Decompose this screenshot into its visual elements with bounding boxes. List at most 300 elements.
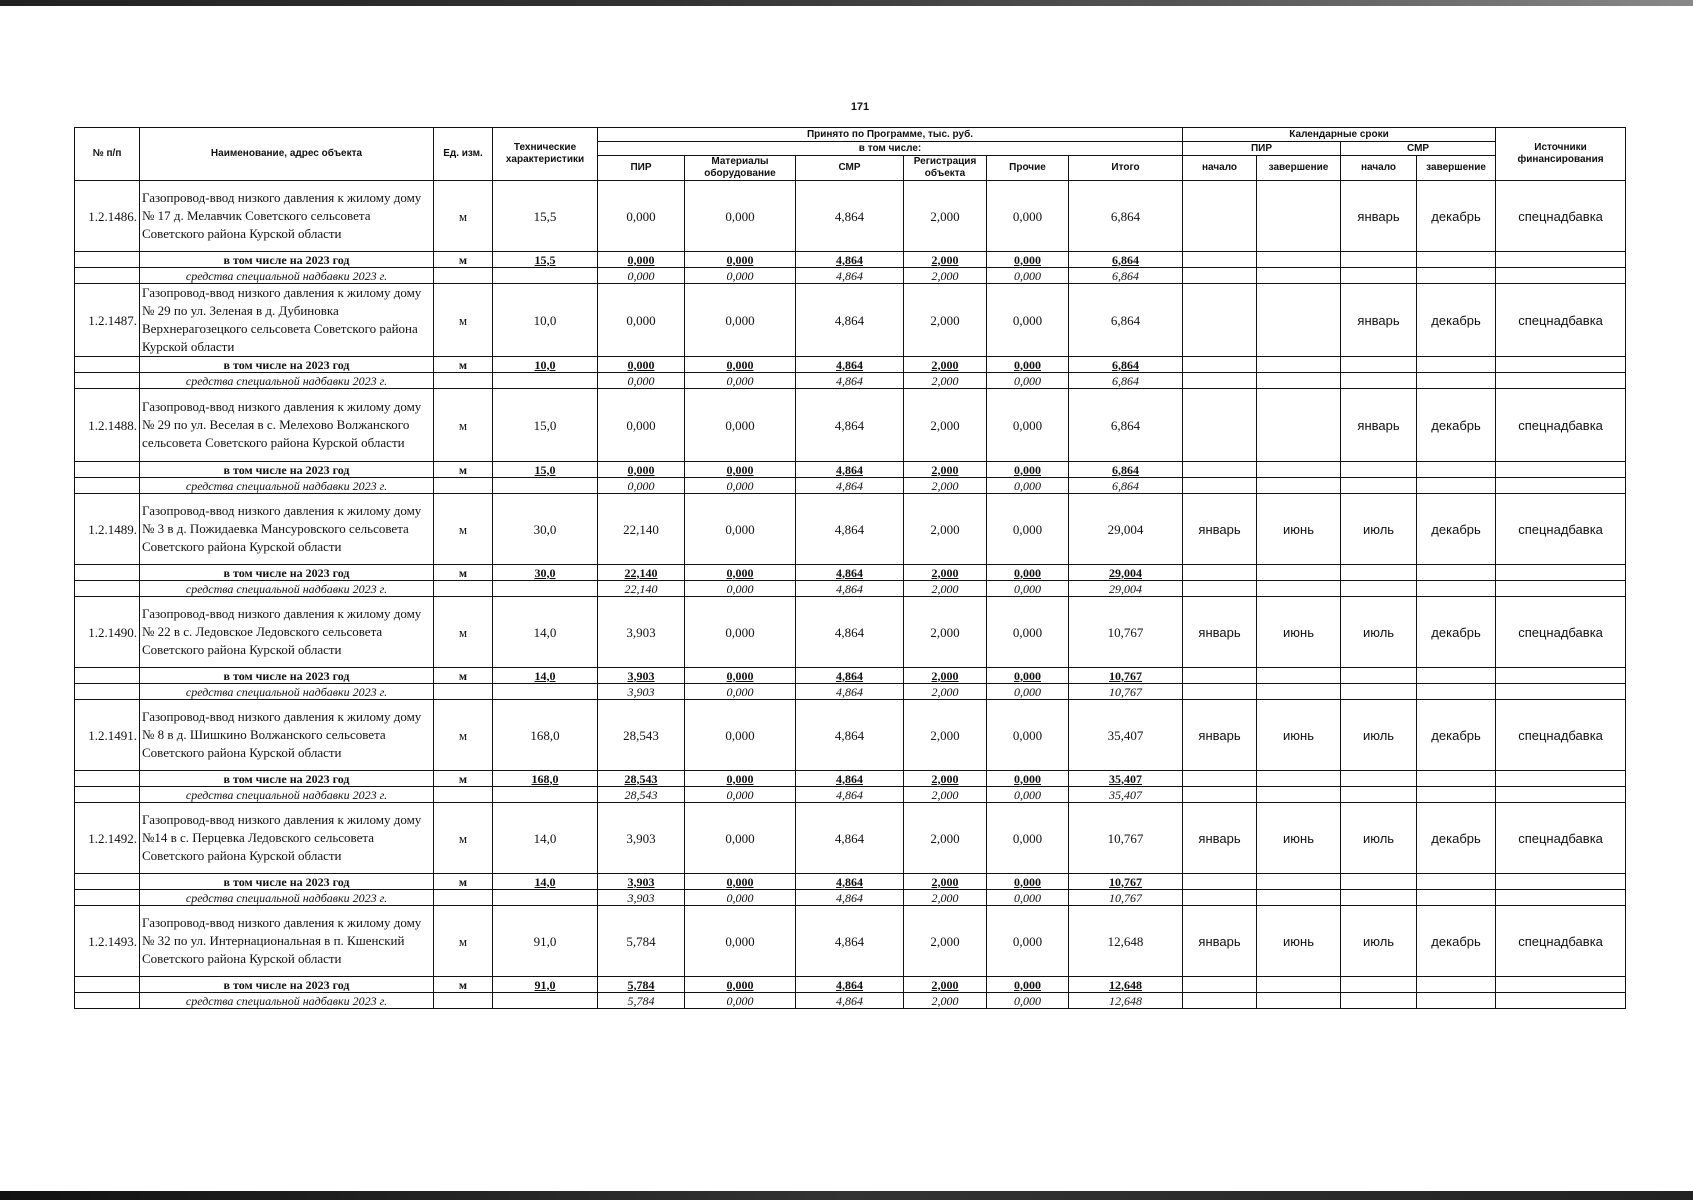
surcharge-empty (1417, 890, 1496, 906)
pir-end (1257, 389, 1341, 462)
object-tech: 30,0 (493, 494, 598, 565)
subtotal-empty (1183, 357, 1257, 373)
surcharge-other: 0,000 (987, 581, 1069, 597)
subtotal-blank (75, 668, 140, 684)
pir-start: январь (1183, 700, 1257, 771)
object-tech: 15,5 (493, 181, 598, 252)
subtotal-tech: 15,5 (493, 252, 598, 268)
subtotal-unit: м (434, 357, 493, 373)
header-including: в том числе: (598, 142, 1183, 156)
subtotal-label: в том числе на 2023 год (140, 357, 434, 373)
object-unit: м (434, 803, 493, 874)
subtotal-other: 0,000 (987, 357, 1069, 373)
surcharge-empty (1183, 478, 1257, 494)
subtotal-empty (1496, 252, 1626, 268)
object-tech: 14,0 (493, 597, 598, 668)
subtotal-total: 35,407 (1069, 771, 1183, 787)
funding-source: спецнадбавка (1496, 389, 1626, 462)
surcharge-registration: 2,000 (904, 268, 987, 284)
surcharge-blank (75, 581, 140, 597)
surcharge-label: средства специальной надбавки 2023 г. (140, 268, 434, 284)
smr-end: декабрь (1417, 389, 1496, 462)
object-name: Газопровод-ввод низкого давления к жилому дому №14 в с. Перцевка Ледовского сельсовета Советского района Курской области (140, 803, 434, 874)
object-registration: 2,000 (904, 700, 987, 771)
subtotal-empty (1417, 668, 1496, 684)
object-total: 29,004 (1069, 494, 1183, 565)
smr-end: декабрь (1417, 803, 1496, 874)
object-smr: 4,864 (796, 389, 904, 462)
surcharge-empty (493, 684, 598, 700)
table-body (75, 181, 1626, 1009)
smr-start: январь (1341, 389, 1417, 462)
object-smr: 4,864 (796, 700, 904, 771)
object-other: 0,000 (987, 181, 1069, 252)
object-tech: 14,0 (493, 803, 598, 874)
object-total: 6,864 (1069, 181, 1183, 252)
subtotal-label: в том числе на 2023 год (140, 771, 434, 787)
object-registration: 2,000 (904, 284, 987, 357)
surcharge-label: средства специальной надбавки 2023 г. (140, 993, 434, 1009)
object-total: 10,767 (1069, 803, 1183, 874)
surcharge-smr: 4,864 (796, 890, 904, 906)
subtotal-empty (1341, 252, 1417, 268)
program-table (74, 127, 1626, 1009)
subtotal-empty (1257, 565, 1341, 581)
object-smr: 4,864 (796, 284, 904, 357)
object-smr: 4,864 (796, 597, 904, 668)
subtotal-blank (75, 771, 140, 787)
subtotal-smr: 4,864 (796, 771, 904, 787)
surcharge-empty (1417, 993, 1496, 1009)
subtotal-pir: 3,903 (598, 668, 685, 684)
subtotal-unit: м (434, 668, 493, 684)
subtotal-empty (1341, 462, 1417, 478)
pir-start: январь (1183, 803, 1257, 874)
object-other: 0,000 (987, 700, 1069, 771)
object-materials: 0,000 (685, 389, 796, 462)
object-unit: м (434, 284, 493, 357)
page-number: 171 (850, 101, 870, 113)
header-pir-end: завершение (1257, 156, 1341, 181)
surcharge-empty (1417, 787, 1496, 803)
subtotal-tech: 14,0 (493, 668, 598, 684)
subtotal-empty (1417, 565, 1496, 581)
subtotal-empty (1417, 874, 1496, 890)
subtotal-total: 12,648 (1069, 977, 1183, 993)
surcharge-empty (1496, 993, 1626, 1009)
object-pir: 0,000 (598, 284, 685, 357)
funding-source: спецнадбавка (1496, 700, 1626, 771)
surcharge-blank (75, 787, 140, 803)
surcharge-empty (434, 890, 493, 906)
surcharge-total: 6,864 (1069, 373, 1183, 389)
object-row (75, 494, 1626, 565)
surcharge-pir: 3,903 (598, 684, 685, 700)
surcharge-other: 0,000 (987, 684, 1069, 700)
surcharge-registration: 2,000 (904, 787, 987, 803)
subtotal-other: 0,000 (987, 977, 1069, 993)
surcharge-registration: 2,000 (904, 478, 987, 494)
surcharge-empty (1496, 373, 1626, 389)
object-total: 6,864 (1069, 284, 1183, 357)
surcharge-empty (1417, 478, 1496, 494)
object-materials: 0,000 (685, 700, 796, 771)
surcharge-smr: 4,864 (796, 268, 904, 284)
surcharge-empty (1417, 268, 1496, 284)
surcharge-empty (434, 268, 493, 284)
surcharge-materials: 0,000 (685, 993, 796, 1009)
subtotal-empty (1257, 668, 1341, 684)
object-registration: 2,000 (904, 389, 987, 462)
subtotal-materials: 0,000 (685, 874, 796, 890)
object-name: Газопровод-ввод низкого давления к жилому дому № 29 по ул. Веселая в с. Мелехово Волжанского сельсовета Советского района Курской области (140, 389, 434, 462)
surcharge-empty (1341, 373, 1417, 389)
surcharge-empty (434, 993, 493, 1009)
header-name: Наименование, адрес объекта (140, 128, 434, 181)
smr-start: июль (1341, 494, 1417, 565)
subtotal-empty (1183, 771, 1257, 787)
surcharge-empty (493, 478, 598, 494)
special-surcharge-row (75, 890, 1626, 906)
smr-end: декабрь (1417, 597, 1496, 668)
surcharge-empty (1496, 890, 1626, 906)
surcharge-materials: 0,000 (685, 890, 796, 906)
subtotal-tech: 30,0 (493, 565, 598, 581)
surcharge-empty (1341, 684, 1417, 700)
pir-start: январь (1183, 597, 1257, 668)
object-tech: 91,0 (493, 906, 598, 977)
object-row (75, 803, 1626, 874)
surcharge-empty (1257, 581, 1341, 597)
subtotal-other: 0,000 (987, 565, 1069, 581)
subtotal-materials: 0,000 (685, 977, 796, 993)
subtotal-other: 0,000 (987, 462, 1069, 478)
subtotal-materials: 0,000 (685, 252, 796, 268)
subtotal-materials: 0,000 (685, 771, 796, 787)
object-pir: 22,140 (598, 494, 685, 565)
surcharge-empty (1257, 373, 1341, 389)
surcharge-other: 0,000 (987, 478, 1069, 494)
surcharge-empty (434, 684, 493, 700)
subtotal-blank (75, 977, 140, 993)
surcharge-total: 35,407 (1069, 787, 1183, 803)
subtotal-empty (1341, 874, 1417, 890)
subtotal-registration: 2,000 (904, 565, 987, 581)
header-smr-end: завершение (1417, 156, 1496, 181)
object-row (75, 700, 1626, 771)
special-surcharge-row (75, 684, 1626, 700)
subtotal-pir: 28,543 (598, 771, 685, 787)
surcharge-empty (1417, 684, 1496, 700)
subtotal-other: 0,000 (987, 252, 1069, 268)
smr-end: декабрь (1417, 494, 1496, 565)
funding-source: спецнадбавка (1496, 494, 1626, 565)
pir-end: июнь (1257, 597, 1341, 668)
surcharge-label: средства специальной надбавки 2023 г. (140, 787, 434, 803)
subtotal-empty (1417, 357, 1496, 373)
object-name: Газопровод-ввод низкого давления к жилому дому № 3 в д. Пожидаевка Мансуровского сельсовета Советского района Курской области (140, 494, 434, 565)
surcharge-empty (1417, 581, 1496, 597)
smr-start: июль (1341, 803, 1417, 874)
subtotal-smr: 4,864 (796, 462, 904, 478)
header-accepted: Принято по Программе, тыс. руб. (598, 128, 1183, 142)
subtotal-empty (1257, 462, 1341, 478)
subtotal-materials: 0,000 (685, 668, 796, 684)
surcharge-empty (1183, 268, 1257, 284)
object-number: 1.2.1487. (75, 284, 140, 357)
pir-end (1257, 181, 1341, 252)
surcharge-empty (1496, 581, 1626, 597)
subtotal-total: 10,767 (1069, 668, 1183, 684)
subtotal-2023-row (75, 874, 1626, 890)
surcharge-total: 10,767 (1069, 890, 1183, 906)
subtotal-other: 0,000 (987, 874, 1069, 890)
surcharge-empty (1257, 787, 1341, 803)
subtotal-pir: 0,000 (598, 252, 685, 268)
surcharge-label: средства специальной надбавки 2023 г. (140, 684, 434, 700)
surcharge-empty (1417, 373, 1496, 389)
subtotal-2023-row (75, 668, 1626, 684)
subtotal-empty (1496, 357, 1626, 373)
surcharge-registration: 2,000 (904, 373, 987, 389)
surcharge-label: средства специальной надбавки 2023 г. (140, 478, 434, 494)
subtotal-tech: 15,0 (493, 462, 598, 478)
smr-end: декабрь (1417, 700, 1496, 771)
object-unit: м (434, 906, 493, 977)
subtotal-blank (75, 462, 140, 478)
surcharge-registration: 2,000 (904, 684, 987, 700)
subtotal-empty (1257, 771, 1341, 787)
pir-end: июнь (1257, 700, 1341, 771)
subtotal-empty (1257, 252, 1341, 268)
object-row (75, 597, 1626, 668)
subtotal-label: в том числе на 2023 год (140, 565, 434, 581)
object-unit: м (434, 700, 493, 771)
object-pir: 0,000 (598, 181, 685, 252)
subtotal-smr: 4,864 (796, 668, 904, 684)
surcharge-empty (1183, 787, 1257, 803)
subtotal-empty (1341, 977, 1417, 993)
subtotal-registration: 2,000 (904, 771, 987, 787)
subtotal-empty (1341, 565, 1417, 581)
header-other: Прочие (987, 156, 1069, 181)
surcharge-smr: 4,864 (796, 684, 904, 700)
subtotal-unit: м (434, 565, 493, 581)
subtotal-total: 6,864 (1069, 462, 1183, 478)
surcharge-pir: 5,784 (598, 993, 685, 1009)
subtotal-empty (1257, 977, 1341, 993)
funding-source: спецнадбавка (1496, 906, 1626, 977)
object-name: Газопровод-ввод низкого давления к жилому дому № 8 в д. Шишкино Волжанского сельсовета Советского района Курской области (140, 700, 434, 771)
object-tech: 168,0 (493, 700, 598, 771)
subtotal-pir: 5,784 (598, 977, 685, 993)
object-smr: 4,864 (796, 803, 904, 874)
object-number: 1.2.1490. (75, 597, 140, 668)
scan-edge-bottom (0, 1191, 1693, 1200)
subtotal-empty (1496, 771, 1626, 787)
surcharge-smr: 4,864 (796, 478, 904, 494)
object-row (75, 906, 1626, 977)
header-cal-pir: ПИР (1183, 142, 1341, 156)
subtotal-unit: м (434, 977, 493, 993)
subtotal-registration: 2,000 (904, 252, 987, 268)
subtotal-registration: 2,000 (904, 462, 987, 478)
object-smr: 4,864 (796, 494, 904, 565)
smr-start: июль (1341, 700, 1417, 771)
subtotal-empty (1341, 771, 1417, 787)
subtotal-tech: 14,0 (493, 874, 598, 890)
surcharge-empty (493, 993, 598, 1009)
surcharge-smr: 4,864 (796, 373, 904, 389)
surcharge-label: средства специальной надбавки 2023 г. (140, 581, 434, 597)
subtotal-other: 0,000 (987, 771, 1069, 787)
object-name: Газопровод-ввод низкого давления к жилому дому № 32 по ул. Интернациональная в п. Кшенский Советского района Курской области (140, 906, 434, 977)
special-surcharge-row (75, 787, 1626, 803)
object-materials: 0,000 (685, 181, 796, 252)
object-row (75, 284, 1626, 357)
subtotal-2023-row (75, 977, 1626, 993)
subtotal-label: в том числе на 2023 год (140, 668, 434, 684)
subtotal-smr: 4,864 (796, 874, 904, 890)
object-total: 10,767 (1069, 597, 1183, 668)
surcharge-other: 0,000 (987, 993, 1069, 1009)
surcharge-materials: 0,000 (685, 478, 796, 494)
subtotal-label: в том числе на 2023 год (140, 874, 434, 890)
subtotal-empty (1496, 462, 1626, 478)
subtotal-total: 29,004 (1069, 565, 1183, 581)
subtotal-empty (1183, 565, 1257, 581)
subtotal-empty (1341, 357, 1417, 373)
object-materials: 0,000 (685, 284, 796, 357)
subtotal-registration: 2,000 (904, 977, 987, 993)
surcharge-empty (493, 373, 598, 389)
object-pir: 3,903 (598, 803, 685, 874)
surcharge-label: средства специальной надбавки 2023 г. (140, 373, 434, 389)
subtotal-empty (1417, 977, 1496, 993)
surcharge-empty (1496, 787, 1626, 803)
object-registration: 2,000 (904, 494, 987, 565)
subtotal-unit: м (434, 252, 493, 268)
header-materials: Материалы оборудование (685, 156, 796, 181)
object-pir: 3,903 (598, 597, 685, 668)
subtotal-unit: м (434, 771, 493, 787)
surcharge-total: 6,864 (1069, 268, 1183, 284)
surcharge-total: 6,864 (1069, 478, 1183, 494)
subtotal-empty (1183, 874, 1257, 890)
object-number: 1.2.1488. (75, 389, 140, 462)
object-other: 0,000 (987, 597, 1069, 668)
object-number: 1.2.1486. (75, 181, 140, 252)
pir-start (1183, 181, 1257, 252)
surcharge-empty (1341, 581, 1417, 597)
surcharge-empty (434, 373, 493, 389)
header-unit: Ед. изм. (434, 128, 493, 181)
object-total: 35,407 (1069, 700, 1183, 771)
surcharge-empty (493, 581, 598, 597)
surcharge-total: 12,648 (1069, 993, 1183, 1009)
subtotal-empty (1183, 462, 1257, 478)
surcharge-materials: 0,000 (685, 581, 796, 597)
smr-start: июль (1341, 597, 1417, 668)
smr-start: январь (1341, 284, 1417, 357)
surcharge-pir: 0,000 (598, 373, 685, 389)
surcharge-pir: 0,000 (598, 478, 685, 494)
object-name: Газопровод-ввод низкого давления к жилому дому № 17 д. Мелавчик Советского сельсовета Советского района Курской области (140, 181, 434, 252)
surcharge-empty (1341, 478, 1417, 494)
object-number: 1.2.1493. (75, 906, 140, 977)
surcharge-empty (1183, 373, 1257, 389)
subtotal-label: в том числе на 2023 год (140, 462, 434, 478)
object-name: Газопровод-ввод низкого давления к жилому дому № 22 в с. Ледовское Ледовского сельсовета Советского района Курской области (140, 597, 434, 668)
subtotal-tech: 168,0 (493, 771, 598, 787)
subtotal-materials: 0,000 (685, 565, 796, 581)
object-other: 0,000 (987, 284, 1069, 357)
subtotal-empty (1257, 874, 1341, 890)
object-registration: 2,000 (904, 906, 987, 977)
subtotal-empty (1496, 668, 1626, 684)
surcharge-empty (434, 581, 493, 597)
object-pir: 5,784 (598, 906, 685, 977)
surcharge-empty (1341, 268, 1417, 284)
pir-start (1183, 284, 1257, 357)
surcharge-empty (1183, 581, 1257, 597)
subtotal-pir: 0,000 (598, 357, 685, 373)
funding-source: спецнадбавка (1496, 284, 1626, 357)
subtotal-smr: 4,864 (796, 977, 904, 993)
subtotal-empty (1417, 771, 1496, 787)
subtotal-empty (1183, 668, 1257, 684)
subtotal-2023-row (75, 771, 1626, 787)
funding-source: спецнадбавка (1496, 181, 1626, 252)
subtotal-2023-row (75, 462, 1626, 478)
special-surcharge-row (75, 478, 1626, 494)
pir-start (1183, 389, 1257, 462)
surcharge-pir: 0,000 (598, 268, 685, 284)
surcharge-empty (1496, 268, 1626, 284)
subtotal-blank (75, 252, 140, 268)
object-materials: 0,000 (685, 494, 796, 565)
surcharge-smr: 4,864 (796, 581, 904, 597)
object-registration: 2,000 (904, 597, 987, 668)
pir-end: июнь (1257, 906, 1341, 977)
pir-end (1257, 284, 1341, 357)
header-pir-start: начало (1183, 156, 1257, 181)
surcharge-total: 10,767 (1069, 684, 1183, 700)
subtotal-empty (1257, 357, 1341, 373)
subtotal-pir: 22,140 (598, 565, 685, 581)
object-number: 1.2.1489. (75, 494, 140, 565)
subtotal-empty (1417, 462, 1496, 478)
header-registration: Регистрация объекта (904, 156, 987, 181)
surcharge-empty (1341, 993, 1417, 1009)
header-cal-smr: СМР (1341, 142, 1496, 156)
subtotal-blank (75, 874, 140, 890)
object-number: 1.2.1492. (75, 803, 140, 874)
special-surcharge-row (75, 993, 1626, 1009)
surcharge-empty (1257, 478, 1341, 494)
object-number: 1.2.1491. (75, 700, 140, 771)
surcharge-empty (1257, 993, 1341, 1009)
subtotal-registration: 2,000 (904, 357, 987, 373)
surcharge-registration: 2,000 (904, 581, 987, 597)
header-smr: СМР (796, 156, 904, 181)
subtotal-registration: 2,000 (904, 874, 987, 890)
surcharge-empty (1257, 684, 1341, 700)
object-smr: 4,864 (796, 906, 904, 977)
object-smr: 4,864 (796, 181, 904, 252)
pir-start: январь (1183, 494, 1257, 565)
smr-end: декабрь (1417, 181, 1496, 252)
